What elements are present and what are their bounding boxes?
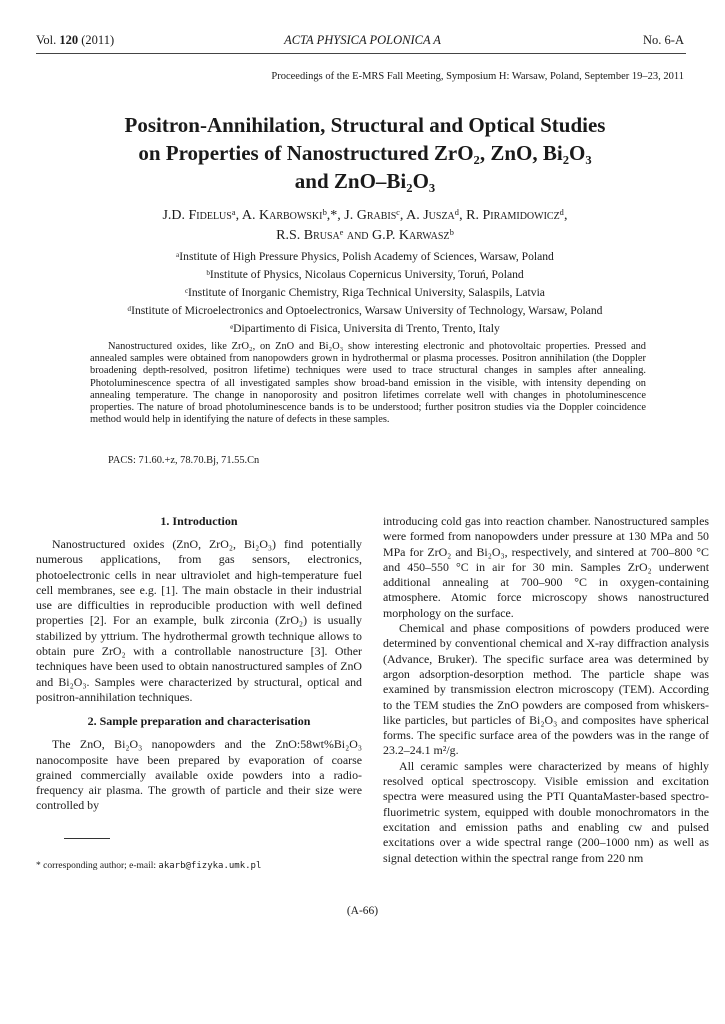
- footnote-rule: [64, 838, 110, 839]
- affiliation-d: ᵈInstitute of Microelectronics and Optoelectronics, Warsaw University of Technology, Warsaw, Poland: [127, 304, 603, 317]
- title-line-2: on Properties of Nanostructured ZrO₂, ZnO, Bi₂O₃: [138, 141, 592, 165]
- right-paragraph-1: introducing cold gas into reaction chamber. Nanostructured samples were formed from nanopowders under pressure at 130 MPa and 50 MPa for ZrO₂ and Bi₂O₃, respectively, and sintered at 700–800 °C and 450–550 °C in air for 30 min. Samples ZrO₂ underwent additional annealing at 700–900 °C in oxygen-containing atmosphere. Atomic force microscopy shows nanostructured morphology on the surface.: [383, 514, 709, 620]
- affiliations: [40, 248, 690, 338]
- right-paragraph-3: All ceramic samples were characterized by means of highly resolved optical spectroscopy. Visible emission and excitation spectra were measured using the PTI QuantaMaster-based spectro-fluorimetric system, equipped with double monochromators in the excitation and emission paths and enabling cw and pulsed excitations over a wide spectral range (200–1000 nm) as well as signal detection within the spectral range from 220 nm: [383, 758, 709, 865]
- footnote-text: * corresponding author; e-mail:: [36, 861, 159, 871]
- right-paragraph-2: Chemical and phase compositions of powders produced were determined by conventional chemical and X-ray diffraction analysis (Advance, Bruker). The specific surface area was determined by argon adsorption-desorption method. The particle shape was examined by transmission electron microscopy (TEM). According to the TEM studies the ZnO powders are composed from whiskers-like particles, but particles of Bi₂O₃ and composites have spherical forms. The specific surface area of the powders was in the range of 23.2–24.1 m²/g.: [383, 621, 709, 758]
- proceedings-line: Proceedings of the E-MRS Fall Meeting, Symposium H: Warsaw, Poland, September 19–23, 2011: [271, 71, 684, 82]
- title-line-3: and ZnO–Bi₂O₃: [294, 169, 436, 193]
- affiliation-a: ᵃInstitute of High Pressure Physics, Polish Academy of Sciences, Warsaw, Poland: [176, 250, 554, 263]
- intro-paragraph: Nanostructured oxides (ZnO, ZrO₂, Bi₂O₃) find potentially numerous applications, from gas sensors, electronics, photoelectronic cells in near ultraviolet and high-temperature fuel cell membranes, see e.g. [1]. The main obstacle in their industrial use are difficulties in reproducible production with well defined properties [2]. For an example, bulk zirconia (ZrO₂) is usually stabilized by yttrium. The hydrothermal growth technique allows to obtain pure ZrO₂ with a controllable nanostructure [3]. Other techniques have been used to obtain nanostructured samples of ZnO and Bi₂O₃. Samples were characterized by structural, optical and positron-annihilation techniques.: [36, 537, 362, 704]
- volume-number: 120: [59, 33, 79, 47]
- pacs-codes: PACS: 71.60.+z, 78.70.Bj, 71.55.Cn: [108, 455, 260, 466]
- right-column: [383, 514, 709, 866]
- section-heading-sample-preparation: 2. Sample preparation and characterisation: [87, 714, 311, 729]
- page-number: (A-66): [346, 905, 379, 917]
- header-journal: ACTA PHYSICA POLONICA A: [284, 33, 441, 47]
- affiliation-c: ᶜInstitute of Inorganic Chemistry, Riga Technical University, Salaspils, Latvia: [185, 286, 545, 299]
- affiliation-e: ᵉDipartimento di Fisica, Universita di Trento, Trento, Italy: [230, 322, 500, 335]
- title-line-1: Positron-Annihilation, Structural and Optical Studies: [124, 113, 606, 137]
- affiliation-b: ᵇInstitute of Physics, Nicolaus Copernicus University, Toruń, Poland: [206, 268, 524, 281]
- authors-line-1: J.D. Fidelusᵃ, A. Karbowskiᵇ,*, J. Grabisᶜ, A. Juszaᵈ, R. Piramidowiczᵈ,: [162, 208, 568, 223]
- header-volume: Vol. 120 (2011): [36, 33, 115, 47]
- header-issue: No. 6-A: [643, 33, 684, 47]
- authors-line-2: R.S. Brusaᵉ and G.P. Karwaszᵇ: [276, 228, 454, 243]
- left-column: [36, 514, 362, 814]
- paper-title: [60, 111, 670, 195]
- footnote-email: akarb@fizyka.umk.pl: [158, 861, 262, 871]
- abstract: Nanostructured oxides, like ZrO₂, on ZnO and Bi₂O₃ show interesting electronic and photovoltaic properties. Pressed and annealed samples were obtained from nanopowders grown in hydrothermal or plasma processes. Positron annihilation (the Doppler broadening depth-resolved, positron lifetime) techniques were used to trace structural changes in samples after annealing. Photoluminescence spectra of all investigated samples show broad-band emission in the visible, with intensity depending on annealing temperature. The change in nanoporosity and positron lifetimes correlate well with changes in photoluminescence properties. The nature of broad photoluminescence bands is to be understood; further positron studies via the Doppler coincidence method would help in identifying the nature of defects in these samples.: [90, 341, 646, 426]
- header-rule: [36, 53, 686, 54]
- footnote: [36, 861, 261, 871]
- section-heading-introduction: 1. Introduction: [160, 514, 238, 528]
- sample-paragraph: The ZnO, Bi₂O₃ nanopowders and the ZnO:58wt%Bi₂O₃ nanocomposite have been prepared by evaporation of coarse grained commercially available oxide powders into a radio-frequency air plasma. The growth of particle and their size were controlled by: [36, 737, 362, 813]
- author-list: [60, 206, 670, 246]
